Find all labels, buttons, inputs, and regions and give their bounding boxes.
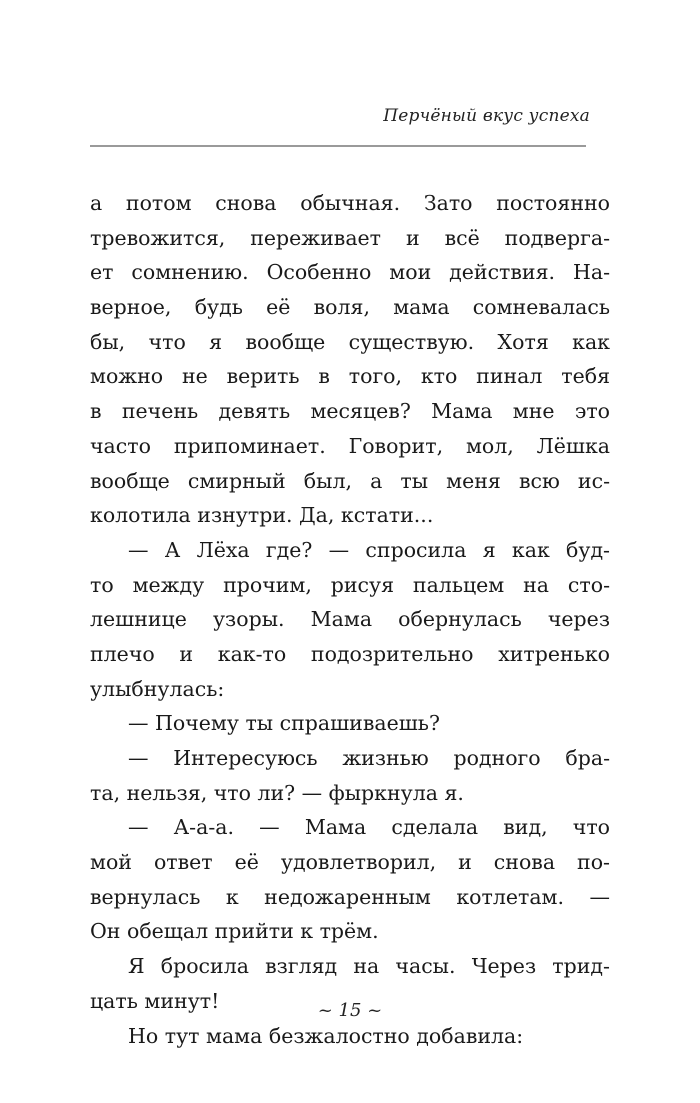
text-line: вернулась к недожаренным котлетам. — — [90, 884, 610, 909]
text-line: Я бросила взгляд на часы. Через трид- — [128, 954, 610, 979]
text-line: в печень девять месяцев? Мама мне это — [90, 399, 610, 424]
text-line: часто припоминает. Говорит, мол, Лёшка — [90, 433, 610, 458]
text-line: ет сомнению. Особенно мои действия. На- — [90, 260, 610, 285]
text-line: мой ответ её удовлетворил, и снова по- — [90, 850, 610, 875]
page-number: ~ 15 ~ — [317, 1000, 383, 1021]
text-line: то между прочим, рисуя пальцем на сто- — [90, 572, 610, 597]
text-line: тревожится, переживает и всё подверга- — [90, 225, 610, 250]
text-line: бы, что я вообще существую. Хотя как — [90, 329, 610, 354]
text-line: плечо и как-то подозрительно хитренько — [90, 641, 610, 666]
text-line: можно не верить в того, кто пинал тебя — [90, 364, 610, 389]
text-line: — А Лёха где? — спросила я как буд- — [128, 537, 610, 562]
text-line: Но тут мама безжалостно добавила: — [128, 1023, 524, 1048]
header-divider — [90, 145, 586, 147]
text-line: лешнице узоры. Мама обернулась через — [90, 607, 610, 632]
page-body-text — [90, 186, 610, 1053]
text-line: — Интересуюсь жизнью родного бра- — [128, 746, 610, 770]
text-line: верное, будь её воля, мама сомневалась — [90, 295, 610, 320]
text-line: колотила изнутри. Да, кстати... — [90, 503, 434, 528]
text-line: цать минут! — [90, 988, 220, 1013]
text-line: Он обещал прийти к трём. — [90, 919, 379, 944]
text-line: — А-а-а. — Мама сделала вид, что — [128, 815, 610, 840]
text-line: — Почему ты спрашиваешь? — [128, 711, 440, 736]
running-header-title: Перчёный вкус успеха — [383, 106, 590, 126]
text-line: а потом снова обычная. Зато постоянно — [90, 191, 610, 215]
text-line: та, нельзя, что ли? — фыркнула я. — [90, 780, 464, 805]
text-line: вообще смирный был, а ты меня всю ис- — [90, 468, 610, 493]
text-line: улыбнулась: — [90, 676, 225, 701]
